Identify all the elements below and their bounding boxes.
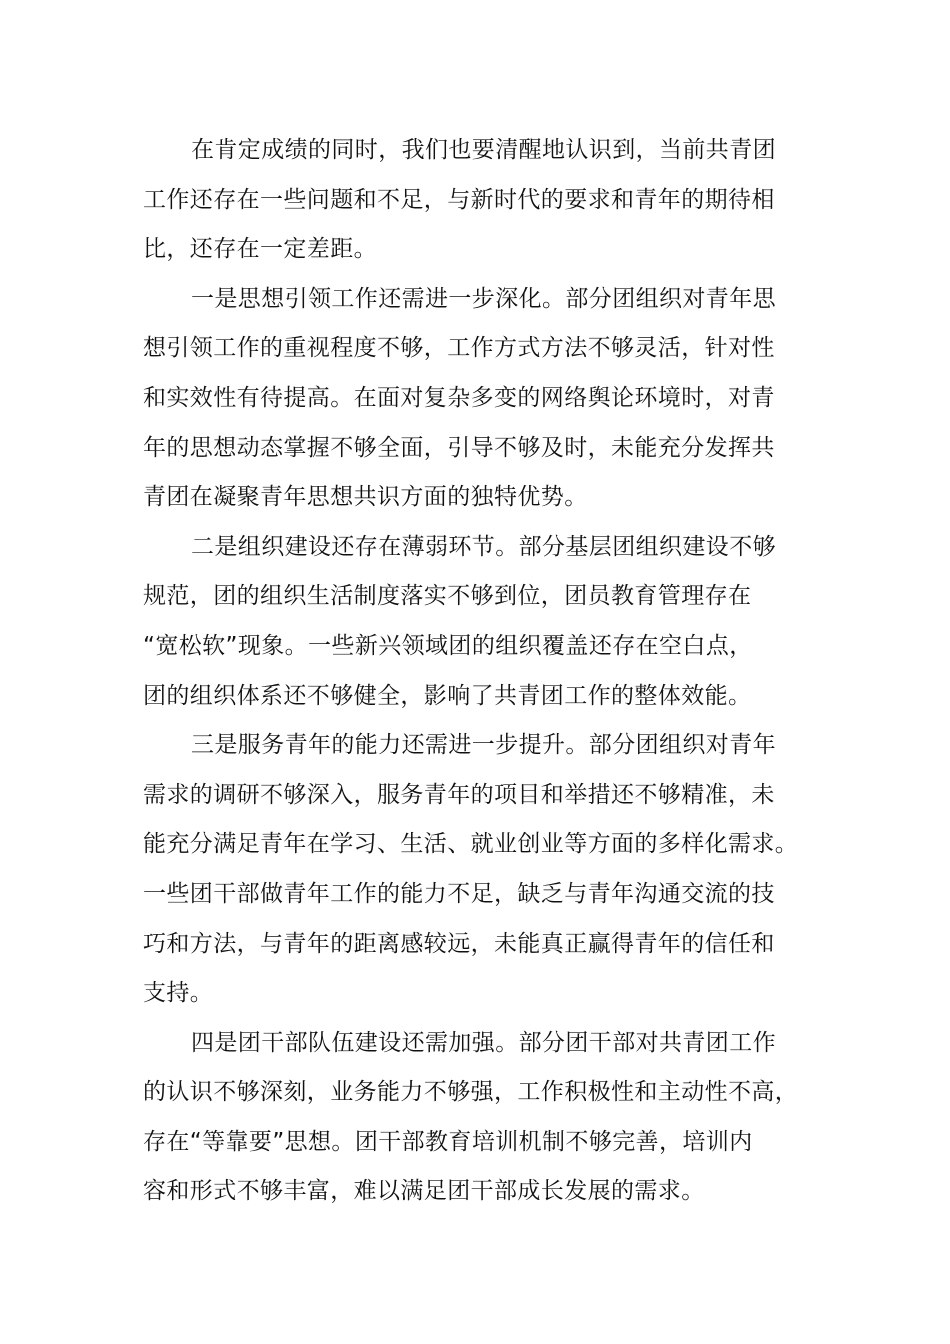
text-line: 的认识不够深刻，业务能力不够强，工作积极性和主动性不高， [143, 1079, 799, 1106]
paragraph-ideological-guidance [143, 275, 803, 523]
text-line: 一些团干部做青年工作的能力不足，缺乏与青年沟通交流的技 [143, 880, 775, 907]
text-line: 想引领工作的重视程度不够，工作方式方法不够灵活，针对性 [143, 335, 775, 362]
text-line: 和实效性有待提高。在面对复杂多变的网络舆论环境时，对青 [143, 384, 775, 411]
text-line: 需求的调研不够深入，服务青年的项目和举措还不够精准，未 [143, 781, 775, 808]
paragraph-organization-building [143, 523, 803, 721]
text-line: 四是团干部队伍建设还需加强。部分团干部对共青团工作 [191, 1029, 776, 1056]
text-line: 规范，团的组织生活制度落实不够到位，团员教育管理存在 [143, 583, 752, 610]
text-line: “宽松软”现象。一些新兴领域团的组织覆盖还存在空白点， [143, 632, 753, 659]
text-line: 容和形式不够丰富，难以满足团干部成长发展的需求。 [143, 1178, 705, 1205]
text-line: 二是组织建设还存在薄弱环节。部分基层团组织建设不够 [191, 533, 776, 560]
text-line: 年的思想动态掌握不够全面，引导不够及时，未能充分发挥共 [143, 434, 775, 461]
text-line: 支持。 [143, 980, 214, 1007]
text-line: 比，还存在一定差距。 [143, 236, 377, 263]
text-line: 青团在凝聚青年思想共识方面的独特优势。 [143, 484, 588, 511]
text-line: 工作还存在一些问题和不足，与新时代的要求和青年的期待相 [143, 186, 775, 213]
document-body [143, 126, 803, 1217]
text-line: 三是服务青年的能力还需进一步提升。部分团组织对青年 [191, 732, 776, 759]
paragraph-serving-youth [143, 721, 803, 1019]
text-line: 团的组织体系还不够健全，影响了共青团工作的整体效能。 [143, 682, 752, 709]
text-line: 巧和方法，与青年的距离感较远，未能真正赢得青年的信任和 [143, 930, 775, 957]
text-line: 在肯定成绩的同时，我们也要清醒地认识到，当前共青团 [191, 137, 776, 163]
text-line: 一是思想引领工作还需进一步深化。部分团组织对青年思 [191, 285, 776, 312]
paragraph-intro [143, 126, 803, 275]
paragraph-cadre-team [143, 1019, 803, 1217]
text-line: 存在“等靠要”思想。团干部教育培训机制不够完善，培训内 [143, 1128, 753, 1155]
text-line: 能充分满足青年在学习、生活、就业创业等方面的多样化需求。 [143, 831, 799, 858]
